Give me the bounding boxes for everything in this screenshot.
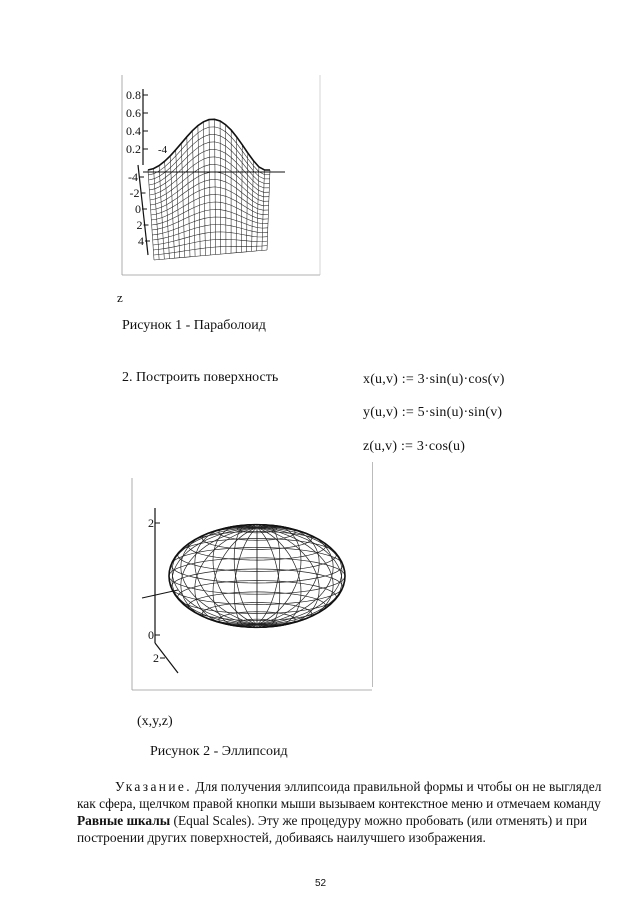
note-bold-command: Равные шкалы [77, 813, 171, 828]
note-text-1: Для получения эллипсоида правильной формы и чтобы он не выглядел как сфера, щелчком правой кнопки мыши вызываем контекстное меню и отмечаем команду [77, 779, 602, 811]
figure1-axis-label: z [117, 290, 123, 305]
formula-y: y(u,v) := 5·sin(u)·sin(v) [363, 405, 503, 420]
z-tick-label: 0.6 [126, 106, 141, 120]
note-text-2: (Equal Scales). Эту же процедуру можно пробовать (или отменять) и при построении других поверхностей, добиваясь наилучшего изображения. [77, 813, 588, 845]
axis-tick-label: 4 [138, 234, 144, 248]
axis-tick-label: 2 [148, 516, 154, 530]
z-tick-label: 0.8 [126, 88, 141, 102]
axis-tick-label: 0 [135, 202, 141, 216]
paraboloid-graphic [110, 75, 330, 280]
figure2-axis-label: (x,y,z) [137, 714, 173, 729]
task-text: 2. Построить поверхность [122, 370, 279, 385]
axis-tick-label: 0 [148, 628, 154, 642]
ellipsoid-graphic [120, 478, 380, 693]
paraboloid-plot [110, 75, 330, 280]
inner-tick-label: -4 [158, 144, 168, 156]
ellipsoid-plot [120, 478, 380, 693]
figure1-caption: Рисунок 1 - Параболоид [122, 318, 266, 333]
axis-tick-label: -4 [128, 170, 138, 184]
axis-tick-label: 2 [153, 651, 159, 665]
note-paragraph [77, 778, 622, 846]
page-number: 52 [315, 878, 327, 889]
formula-z: z(u,v) := 3·cos(u) [363, 439, 466, 454]
z-tick-label: 0.4 [126, 124, 141, 138]
figure2-caption: Рисунок 2 - Эллипсоид [150, 744, 288, 759]
axis-tick-label: 2 [136, 218, 143, 232]
z-tick-label: 0.2 [126, 142, 141, 156]
axis-tick-label: -2 [129, 186, 140, 200]
note-lead: Указание. [115, 779, 193, 794]
formula-x: x(u,v) := 3·sin(u)·cos(v) [363, 372, 505, 387]
